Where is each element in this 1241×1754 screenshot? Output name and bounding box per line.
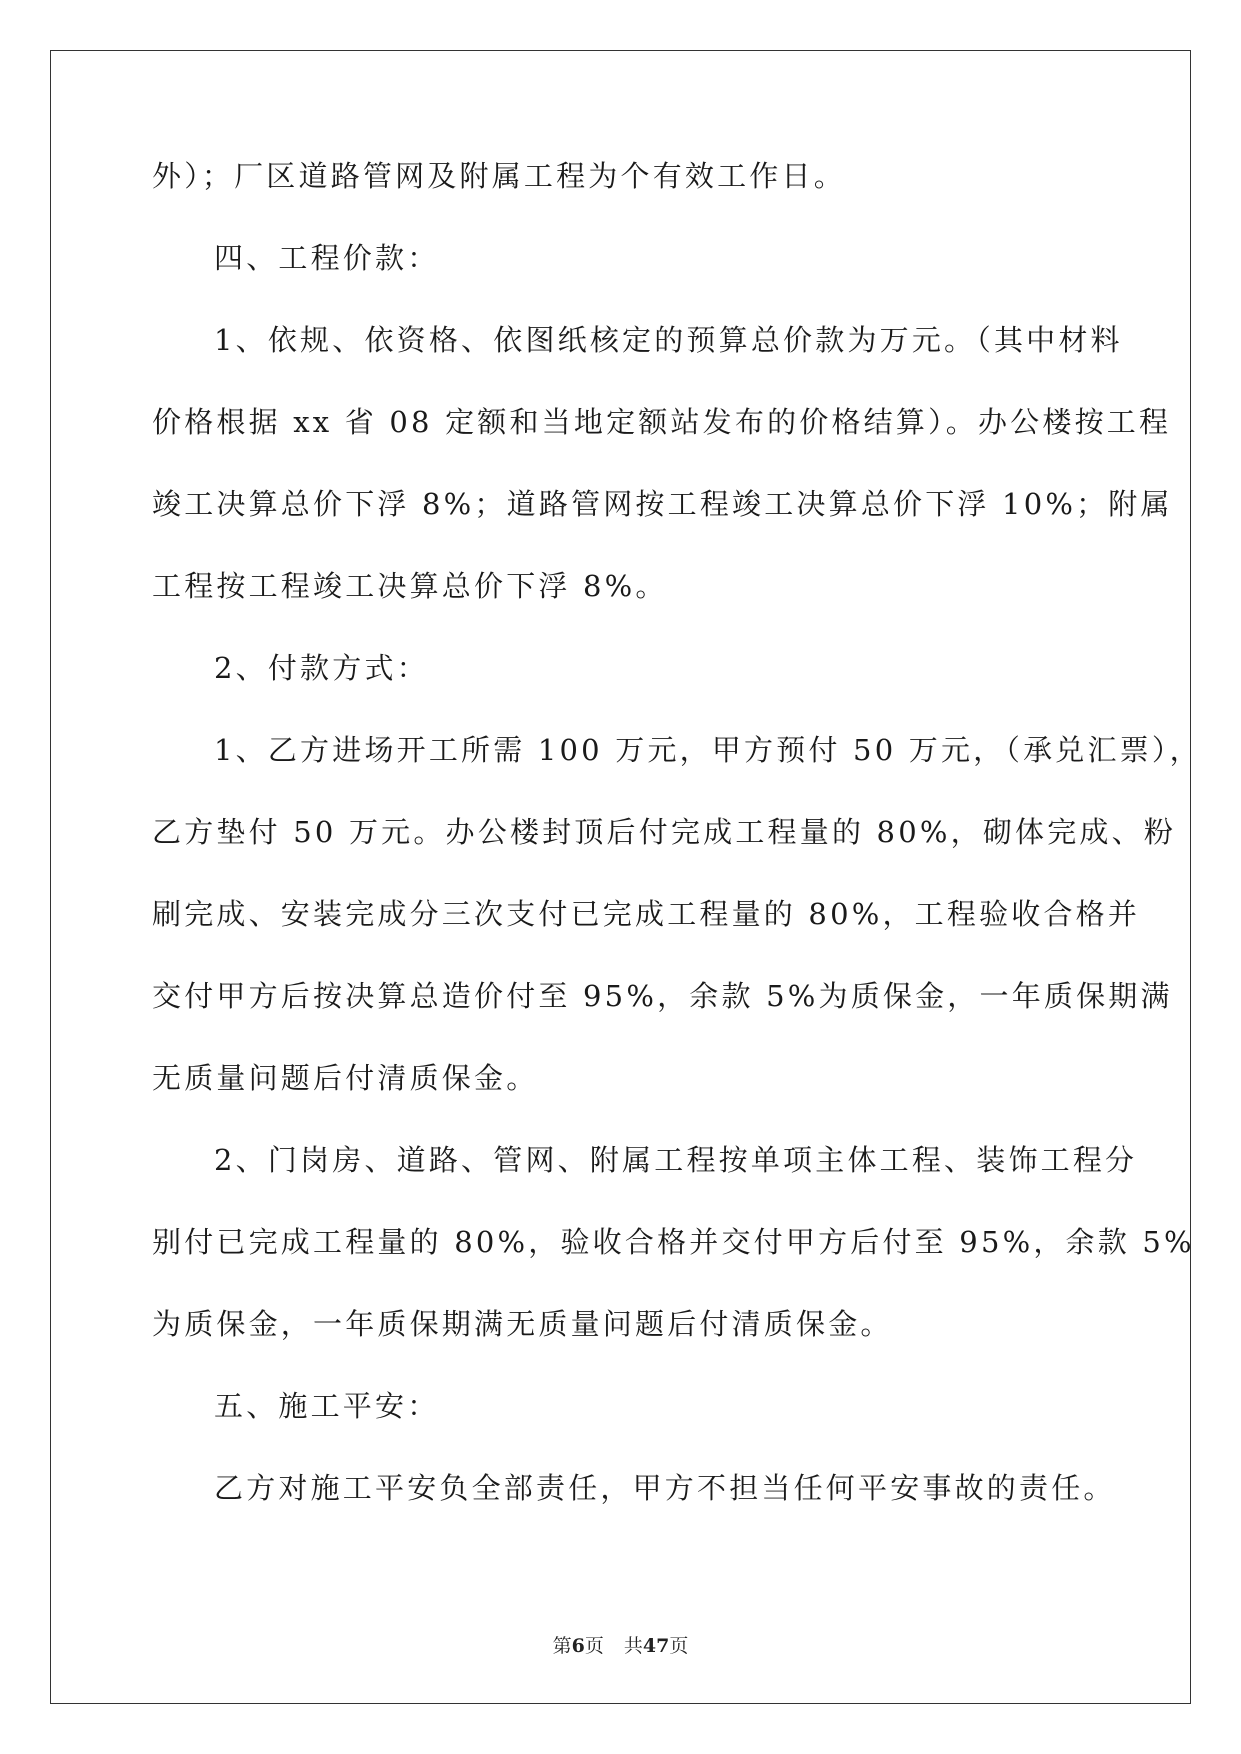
body-line: 1、乙方进场开工所需 100 万元，甲方预付 50 万元，（承兑汇票）， bbox=[214, 733, 1202, 767]
footer-total-prefix: 共 bbox=[623, 1635, 643, 1657]
body-line: 交付甲方后按决算总造价付至 95%，余款 5%为质保金，一年质保期满 bbox=[152, 979, 1173, 1013]
body-line: 2、门岗房、道路、管网、附属工程按单项主体工程、装饰工程分 bbox=[214, 1143, 1138, 1177]
document-body bbox=[152, 159, 1202, 1554]
body-line: 工程按工程竣工决算总价下浮 8%。 bbox=[152, 569, 668, 603]
body-line: 价格根据 xx 省 08 定额和当地定额站发布的价格结算）。办公楼按工程 bbox=[152, 405, 1172, 439]
footer-prefix: 第 bbox=[552, 1635, 572, 1657]
footer-page-suffix: 页 bbox=[584, 1635, 604, 1657]
section-heading: 2、付款方式： bbox=[214, 651, 429, 685]
total-pages: 47 bbox=[642, 1635, 670, 1657]
section-heading: 四、工程价款： bbox=[214, 241, 440, 275]
body-line: 别付已完成工程量的 80%，验收合格并交付甲方后付至 95%，余款 5% bbox=[152, 1225, 1195, 1259]
section-heading: 五、施工平安： bbox=[214, 1389, 440, 1423]
body-line: 无质量问题后付清质保金。 bbox=[152, 1061, 539, 1095]
footer-total-suffix: 页 bbox=[669, 1635, 689, 1657]
body-line: 1、依规、依资格、依图纸核定的预算总价款为万元。（其中材料 bbox=[214, 323, 1123, 357]
body-line: 乙方对施工平安负全部责任，甲方不担当任何平安事故的责任。 bbox=[214, 1471, 1116, 1505]
body-line: 刷完成、安装完成分三次支付已完成工程量的 80%，工程验收合格并 bbox=[152, 897, 1141, 931]
page-footer bbox=[0, 1634, 1241, 1658]
body-line: 外）；厂区道路管网及附属工程为个有效工作日。 bbox=[152, 159, 846, 193]
body-line: 乙方垫付 50 万元。办公楼封顶后付完成工程量的 80%，砌体完成、粉 bbox=[152, 815, 1177, 849]
body-line: 为质保金，一年质保期满无质量问题后付清质保金。 bbox=[152, 1307, 893, 1341]
body-line: 竣工决算总价下浮 8%；道路管网按工程竣工决算总价下浮 10%；附属 bbox=[152, 487, 1173, 521]
page-number: 6 bbox=[571, 1635, 585, 1657]
